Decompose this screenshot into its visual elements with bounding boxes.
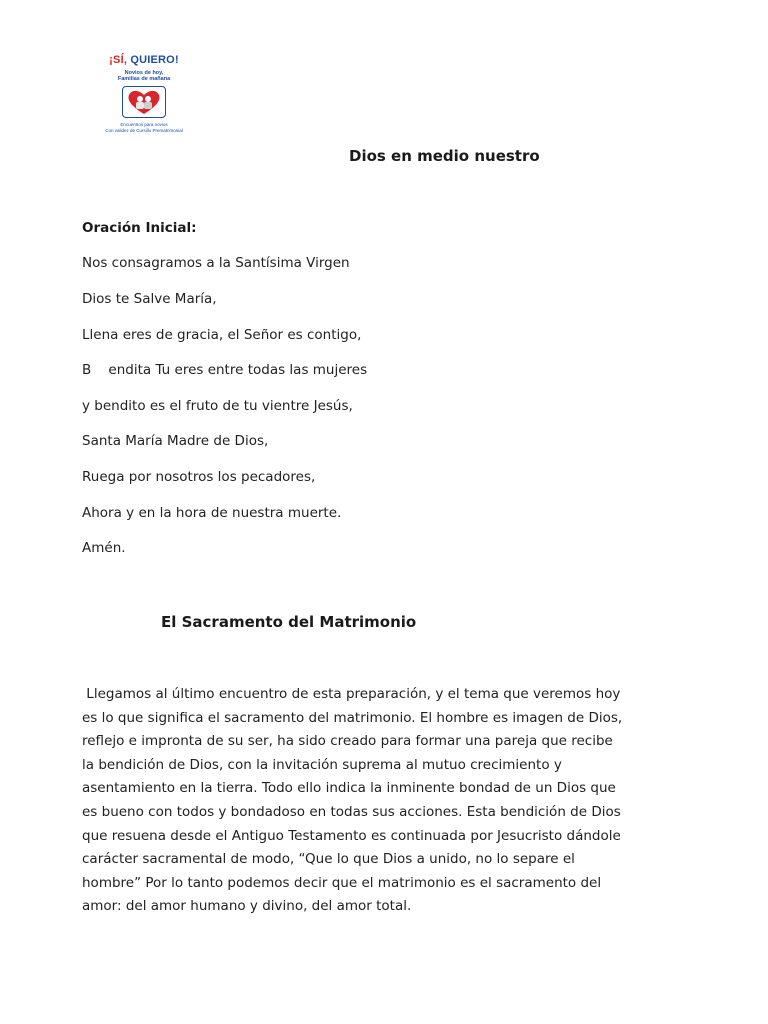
paragraph-line: Llegamos al último encuentro de esta preparación, y el tema que veremos hoy [82,686,621,702]
paragraph-line: es bueno con todos y bondadoso en todas sus acciones. Esta bendición de Dios [82,803,621,820]
prayer-line: Ruega por nosotros los pecadores, [82,469,316,485]
prayer-line: Llena eres de gracia, el Señor es contigo, [82,327,362,343]
paragraph-line: hombre” Por lo tanto podemos decir que el matrimonio es el sacramento del [82,874,602,891]
logo-footer-2: Con validez de Cursillo Prematrimonial [105,128,183,133]
prayer-line: Nos consagramos a la Santísima Virgen [82,255,350,271]
prayer-line: Dios te Salve María, [82,291,217,307]
logo-subtitle-1: Novios de hoy, [124,70,164,76]
logo-footer-1: Encuentros para novios [120,122,168,127]
paragraph-line: amor: del amor humano y divino, del amor total. [82,898,412,915]
prayer-line: Santa María Madre de Dios, [82,433,269,449]
paragraph-line: la bendición de Dios, con la invitación suprema al mutuo crecimiento y [82,756,562,773]
paragraph-line: carácter sacramental de modo, “Que lo que Dios a unido, no lo separe el [82,851,575,868]
prayer-line: y bendito es el fruto de tu vientre Jesús, [82,398,353,414]
paragraph-line: que resuena desde el Antiguo Testamento es continuada por Jesucristo dándole [82,827,621,844]
paragraph-line: asentamiento en la tierra. Todo ello indica la inminente bondad de un Dios que [82,780,616,797]
paragraph-line: reflejo e impronta de su ser, ha sido creado para formar una pareja que recibe [82,733,613,750]
paragraph-line: es lo que significa el sacramento del matrimonio. El hombre es imagen de Dios, [82,709,623,726]
body-paragraph [82,683,662,919]
heart-couple-icon [122,86,166,118]
logo-subtitle-2: Familias de mañana [117,76,171,82]
prayer-line: B endita Tu eres entre todas las mujeres [82,362,368,378]
section-title: El Sacramento del Matrimonio [161,613,417,631]
prayer-line: Amén. [82,540,126,556]
logo [82,50,206,140]
logo-title [82,54,206,66]
logo-title-si: ¡SÍ, [109,54,128,66]
logo-title-rest: QUIERO! [127,54,179,66]
prayer-line: Ahora y en la hora de nuestra muerte. [82,505,342,521]
prayer-heading: Oración Inicial: [82,220,197,236]
document-title: Dios en medio nuestro [349,147,540,165]
